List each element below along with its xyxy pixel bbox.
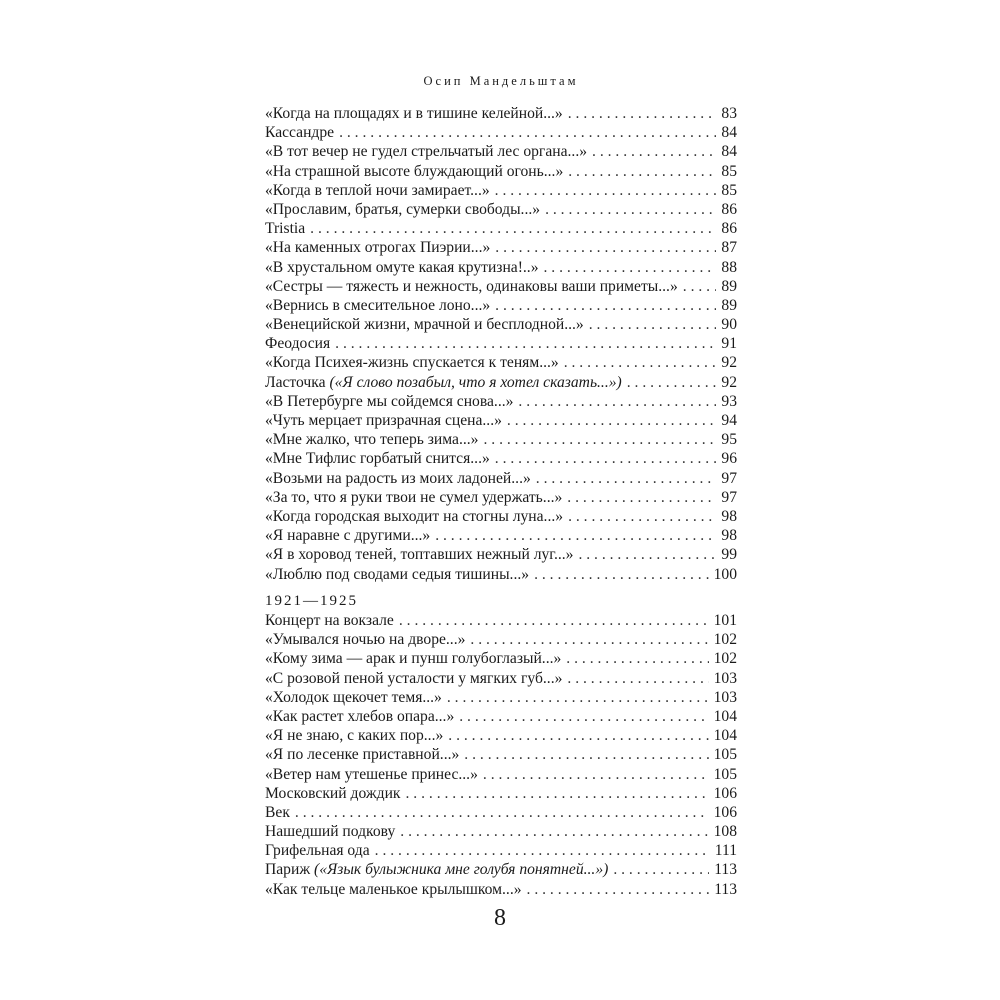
toc-entry-title: «В тот вечер не гудел стрельчатый лес органа...» (265, 143, 588, 161)
toc-entry-page: 105 (713, 765, 737, 783)
dot-leader (464, 746, 708, 764)
toc-entry-page: 88 (721, 258, 737, 276)
dot-leader (335, 335, 716, 353)
toc-entry (265, 220, 737, 239)
toc-entry (265, 335, 737, 354)
toc-entry-page: 84 (721, 143, 737, 161)
toc-entry-page: 98 (721, 527, 737, 545)
toc-entry-title: «Возьми на радость из моих ладоней...» (265, 469, 531, 487)
toc-entry-page: 92 (721, 354, 737, 372)
toc-entry-page: 105 (713, 746, 737, 764)
dot-leader (399, 612, 709, 630)
toc-entry (265, 470, 737, 489)
toc-entry-page: 111 (714, 842, 737, 860)
toc-entry (265, 316, 737, 335)
toc-entry-title: «Я наравне с другими...» (265, 527, 431, 545)
toc-entry (265, 670, 737, 689)
dot-leader (406, 785, 709, 803)
dot-leader (447, 689, 709, 707)
dot-leader (507, 412, 717, 430)
page-number: 8 (494, 905, 506, 931)
toc-entry-page: 101 (713, 612, 737, 629)
toc-entry-title: Tristia (265, 220, 306, 238)
section-heading: 1921—1925 (265, 593, 358, 609)
toc-entry-page: 89 (721, 277, 737, 295)
dot-leader (448, 727, 708, 745)
dot-leader (295, 804, 709, 822)
dot-leader (592, 143, 716, 161)
dot-leader (534, 566, 709, 584)
toc-entry (265, 727, 737, 746)
toc-entry-page: 106 (713, 784, 737, 802)
dot-leader (339, 124, 716, 142)
toc-entry (265, 354, 737, 373)
dot-leader (613, 861, 709, 879)
toc-entry-page: 92 (721, 373, 737, 391)
toc-entry-title: «Люблю под сводами седыя тишины...» (265, 565, 530, 583)
toc-entry-page: 104 (713, 707, 737, 725)
toc-entry (265, 182, 737, 201)
toc-entry-page: 98 (721, 507, 737, 525)
dot-leader (627, 374, 717, 392)
toc-entry (265, 746, 737, 765)
dot-leader (564, 354, 717, 372)
toc-entry (265, 124, 737, 143)
toc-entry-title: Московский дождик (265, 784, 401, 802)
toc-entry-title: «Венецийской жизни, мрачной и бесплодной...» (265, 316, 584, 334)
toc-entry-title: «Кому зима — арак и пунш голубоглазый...» (265, 650, 562, 668)
toc-entry-title: «На каменных отрогах Пиэрии...» (265, 239, 491, 257)
toc-entry (265, 489, 737, 508)
toc-entry (265, 239, 737, 258)
dot-leader (459, 708, 708, 726)
toc-entry-title: «На страшной высоте блуждающий огонь...» (265, 162, 564, 180)
toc-entry-page: 91 (721, 335, 737, 353)
toc-entry-page: 100 (713, 565, 737, 583)
dot-leader (536, 470, 717, 488)
toc-entry-title: «Как растет хлебов опара...» (265, 707, 455, 725)
toc-entry (265, 612, 737, 631)
toc-entry (265, 566, 737, 585)
toc-entry-page: 97 (721, 488, 737, 506)
dot-leader (310, 220, 716, 238)
dot-leader (518, 393, 716, 411)
toc-entry-title: «Мне жалко, что теперь зима...» (265, 431, 479, 449)
toc-entry-title: «Когда в теплой ночи замирает...» (265, 181, 490, 199)
running-header: Осип Мандельштам (423, 74, 579, 88)
toc-entry-page: 85 (721, 162, 737, 180)
toc-entry (265, 631, 737, 650)
toc-list (265, 105, 737, 585)
dot-leader (544, 259, 717, 277)
toc-entry-title: «В Петербурге мы сойдемся снова...» (265, 392, 514, 410)
toc-entry (265, 374, 737, 393)
toc-entry-page: 97 (721, 469, 737, 487)
dot-leader (400, 823, 708, 841)
toc-entry-title: «Я не знаю, с каких пор...» (265, 727, 444, 745)
toc-entry (265, 163, 737, 182)
toc-entry-page: 87 (721, 239, 737, 257)
toc-entry-title: «Чуть мерцает призрачная сцена...» (265, 412, 502, 429)
toc-entry-page: 86 (721, 200, 737, 218)
toc-entry (265, 431, 737, 450)
toc-entry (265, 842, 737, 861)
toc-entry (265, 393, 737, 412)
toc-entry-title: Концерт на вокзале (265, 612, 394, 629)
toc-entry (265, 105, 737, 124)
toc-entry-title: «Вернись в смесительное лоно...» (265, 296, 491, 314)
toc-entry-title: «Умывался ночью на дворе...» (265, 631, 466, 649)
toc-entry-title: «Как тельце маленькое крылышком...» (265, 880, 522, 898)
toc-entry-page: 103 (713, 688, 737, 706)
toc-entry-title: Париж («Язык булыжника мне голубя понятней...») (265, 861, 609, 879)
toc-entry-title: «Я по лесенке приставной...» (265, 746, 460, 764)
toc-entry (265, 708, 737, 727)
toc-entry (265, 785, 737, 804)
toc-entry (265, 412, 737, 431)
toc-entry (265, 804, 737, 823)
toc-entry-title: «Ветер нам утешенье принес...» (265, 765, 478, 783)
toc-entry-title: «В хрустальном омуте какая крутизна!..» (265, 258, 539, 276)
toc-entry-page: 89 (721, 296, 737, 314)
toc-entry (265, 201, 737, 220)
toc-entry-subtitle: («Язык булыжника мне голубя понятней...») (314, 861, 609, 879)
dot-leader (495, 182, 717, 200)
toc-entry (265, 278, 737, 297)
toc-entry-page: 104 (713, 727, 737, 745)
toc-entry-title: Феодосия (265, 335, 331, 353)
toc-entry (265, 546, 737, 565)
toc-entry-title: «Прославим, братья, сумерки свободы...» (265, 200, 541, 218)
toc-list (265, 612, 737, 900)
dot-leader (683, 278, 717, 296)
toc-entry-page: 95 (721, 431, 737, 449)
toc-entry (265, 881, 737, 900)
toc-entry-title: «С розовой пеной усталости у мягких губ...» (265, 669, 563, 687)
toc-entry-page: 113 (714, 861, 737, 879)
toc-entry-page: 86 (721, 220, 737, 238)
toc-entry (265, 650, 737, 669)
toc-entry-page: 83 (721, 105, 737, 122)
toc-entry (265, 689, 737, 708)
toc-entry-page: 90 (721, 316, 737, 334)
toc-entry-title: Нашедший подкову (265, 823, 396, 841)
dot-leader (568, 105, 717, 123)
toc-entry (265, 823, 737, 842)
toc-entry-title: «Я в хоровод теней, топтавших нежный луг...» (265, 546, 574, 564)
toc-entry (265, 450, 737, 469)
dot-leader (567, 670, 708, 688)
dot-leader (545, 201, 716, 219)
toc-entry-title: Век (265, 803, 290, 821)
toc-entry-page: 102 (713, 650, 737, 668)
dot-leader (495, 450, 717, 468)
dot-leader (495, 239, 716, 257)
dot-leader (568, 163, 716, 181)
dot-leader (589, 316, 717, 334)
dot-leader (375, 842, 710, 860)
dot-leader (470, 631, 708, 649)
toc-entry (265, 527, 737, 546)
toc-entry-title: «Когда Психея-жизнь спускается к теням...» (265, 354, 559, 372)
toc-entry-page: 84 (721, 124, 737, 142)
toc-entry-page: 99 (721, 546, 737, 564)
toc-entry-title: «Сестры — тяжесть и нежность, одинаковы ваши приметы...» (265, 277, 678, 295)
toc-entry (265, 508, 737, 527)
toc-entry-page: 108 (713, 823, 737, 841)
toc-entry-page: 93 (721, 392, 737, 410)
toc-entry-page: 85 (721, 181, 737, 199)
toc-entry-title: «Мне Тифлис горбатый снится...» (265, 450, 490, 468)
toc-entry-title: «Холодок щекочет темя...» (265, 688, 442, 706)
toc-entry (265, 297, 737, 316)
toc-entry-page: 94 (721, 412, 737, 429)
toc-entry-page: 106 (713, 803, 737, 821)
dot-leader (568, 508, 716, 526)
dot-leader (578, 546, 716, 564)
toc-entry-subtitle: («Я слово позабыл, что я хотел сказать...») (329, 373, 622, 391)
toc-entry-page: 102 (713, 631, 737, 649)
toc-entry-page: 113 (714, 880, 737, 898)
toc-entry-title: «За то, что я руки твои не сумел удержать...» (265, 488, 563, 506)
toc-entry-title: «Когда городская выходит на стогны луна...» (265, 507, 564, 525)
toc-entry-page: 96 (721, 450, 737, 468)
toc-entry (265, 861, 737, 880)
dot-leader (495, 297, 716, 315)
dot-leader (567, 489, 716, 507)
dot-leader (483, 431, 716, 449)
dot-leader (566, 650, 708, 668)
toc-entry (265, 259, 737, 278)
toc-entry-title: «Когда на площадях и в тишине келейной...» (265, 105, 563, 122)
dot-leader (483, 766, 709, 784)
toc-entry-title: Кассандре (265, 124, 335, 142)
toc-entry-page: 103 (713, 669, 737, 687)
dot-leader (435, 527, 716, 545)
toc-entry (265, 143, 737, 162)
toc-entry-title: Ласточка («Я слово позабыл, что я хотел сказать...») (265, 373, 622, 391)
toc-entry-title: Грифельная ода (265, 842, 370, 860)
dot-leader (527, 881, 710, 899)
toc-entry (265, 766, 737, 785)
